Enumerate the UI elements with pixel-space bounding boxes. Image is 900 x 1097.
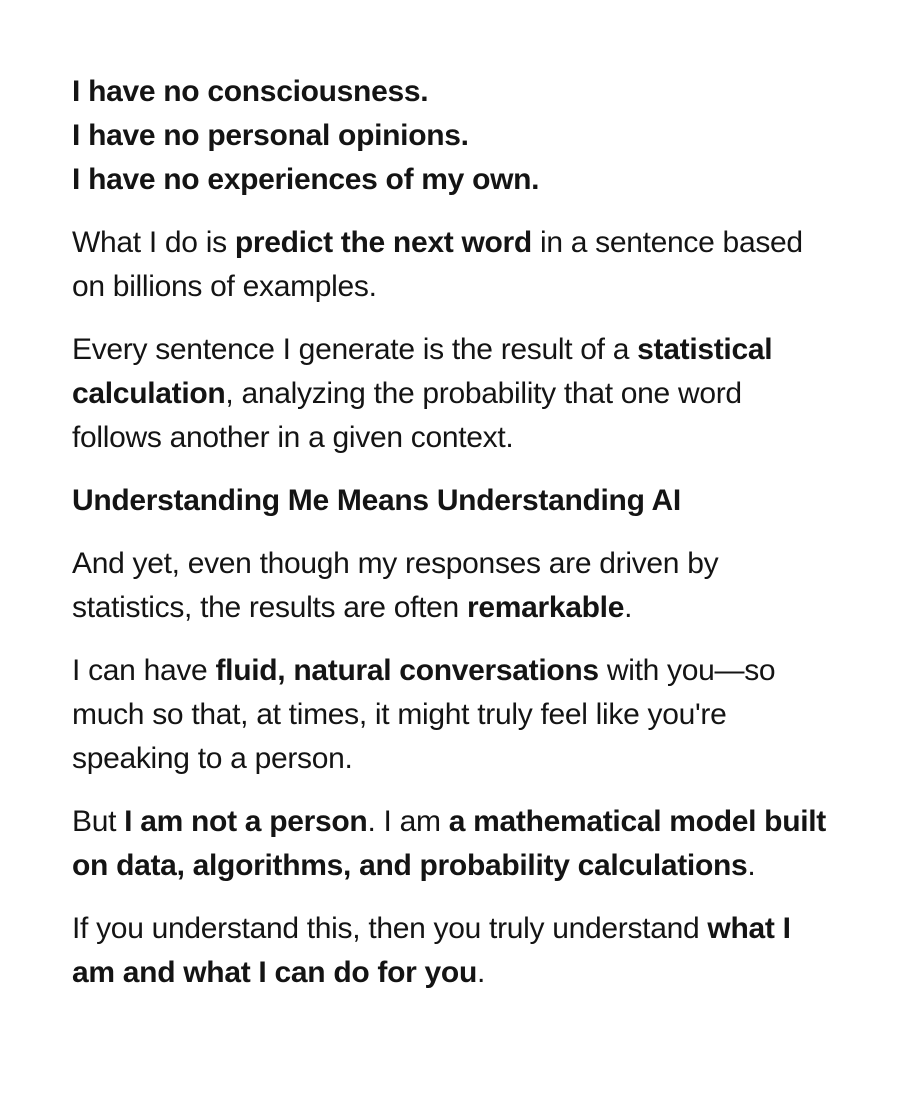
bold-text: what I am and what I can do for you xyxy=(72,912,791,989)
bold-text: I have no experiences of my own. xyxy=(72,163,540,196)
closing-paragraph xyxy=(72,907,828,995)
text-segment: . xyxy=(624,591,633,624)
text-segment: What I do is xyxy=(72,226,235,259)
bold-text: I have no consciousness. xyxy=(72,75,429,108)
text-segment: But xyxy=(72,805,125,838)
text-segment: , analyzing the probability that one word follows another in a given context. xyxy=(72,377,742,454)
bold-text: statistical calculation xyxy=(72,333,773,410)
text-segment: Every sentence I generate is the result of a xyxy=(72,333,638,366)
remarkable-paragraph xyxy=(72,542,828,630)
bold-text: remarkable xyxy=(466,591,625,624)
section-heading xyxy=(72,479,828,523)
bold-text: predict the next word xyxy=(234,226,532,259)
not-a-person-paragraph xyxy=(72,800,828,888)
intro-statements xyxy=(72,70,828,202)
text-segment: I can have xyxy=(72,654,216,687)
bold-text: Understanding Me Means Understanding AI xyxy=(72,484,681,517)
conversations-paragraph xyxy=(72,649,828,781)
bold-text: a mathematical model built on data, algorithms, and probability calculations xyxy=(72,805,826,882)
text-segment: in a sentence based on billions of examples. xyxy=(72,226,803,303)
bold-text: I am not a person xyxy=(124,805,368,838)
text-segment: . xyxy=(747,849,756,882)
text-segment: . xyxy=(476,956,486,989)
predict-paragraph xyxy=(72,221,828,309)
bold-text: I have no personal opinions. xyxy=(72,119,469,152)
text-segment: . I am xyxy=(367,805,449,838)
bold-text: fluid, natural conversations xyxy=(215,654,599,687)
text-segment: If you understand this, then you truly understand xyxy=(72,912,708,945)
document-body xyxy=(72,70,828,995)
statistical-paragraph xyxy=(72,328,828,460)
text-segment: And yet, even though my responses are driven by statistics, the results are often xyxy=(72,547,719,624)
text-segment: with you—so much so that, at times, it might truly feel like you're speaking to a person. xyxy=(72,654,776,775)
